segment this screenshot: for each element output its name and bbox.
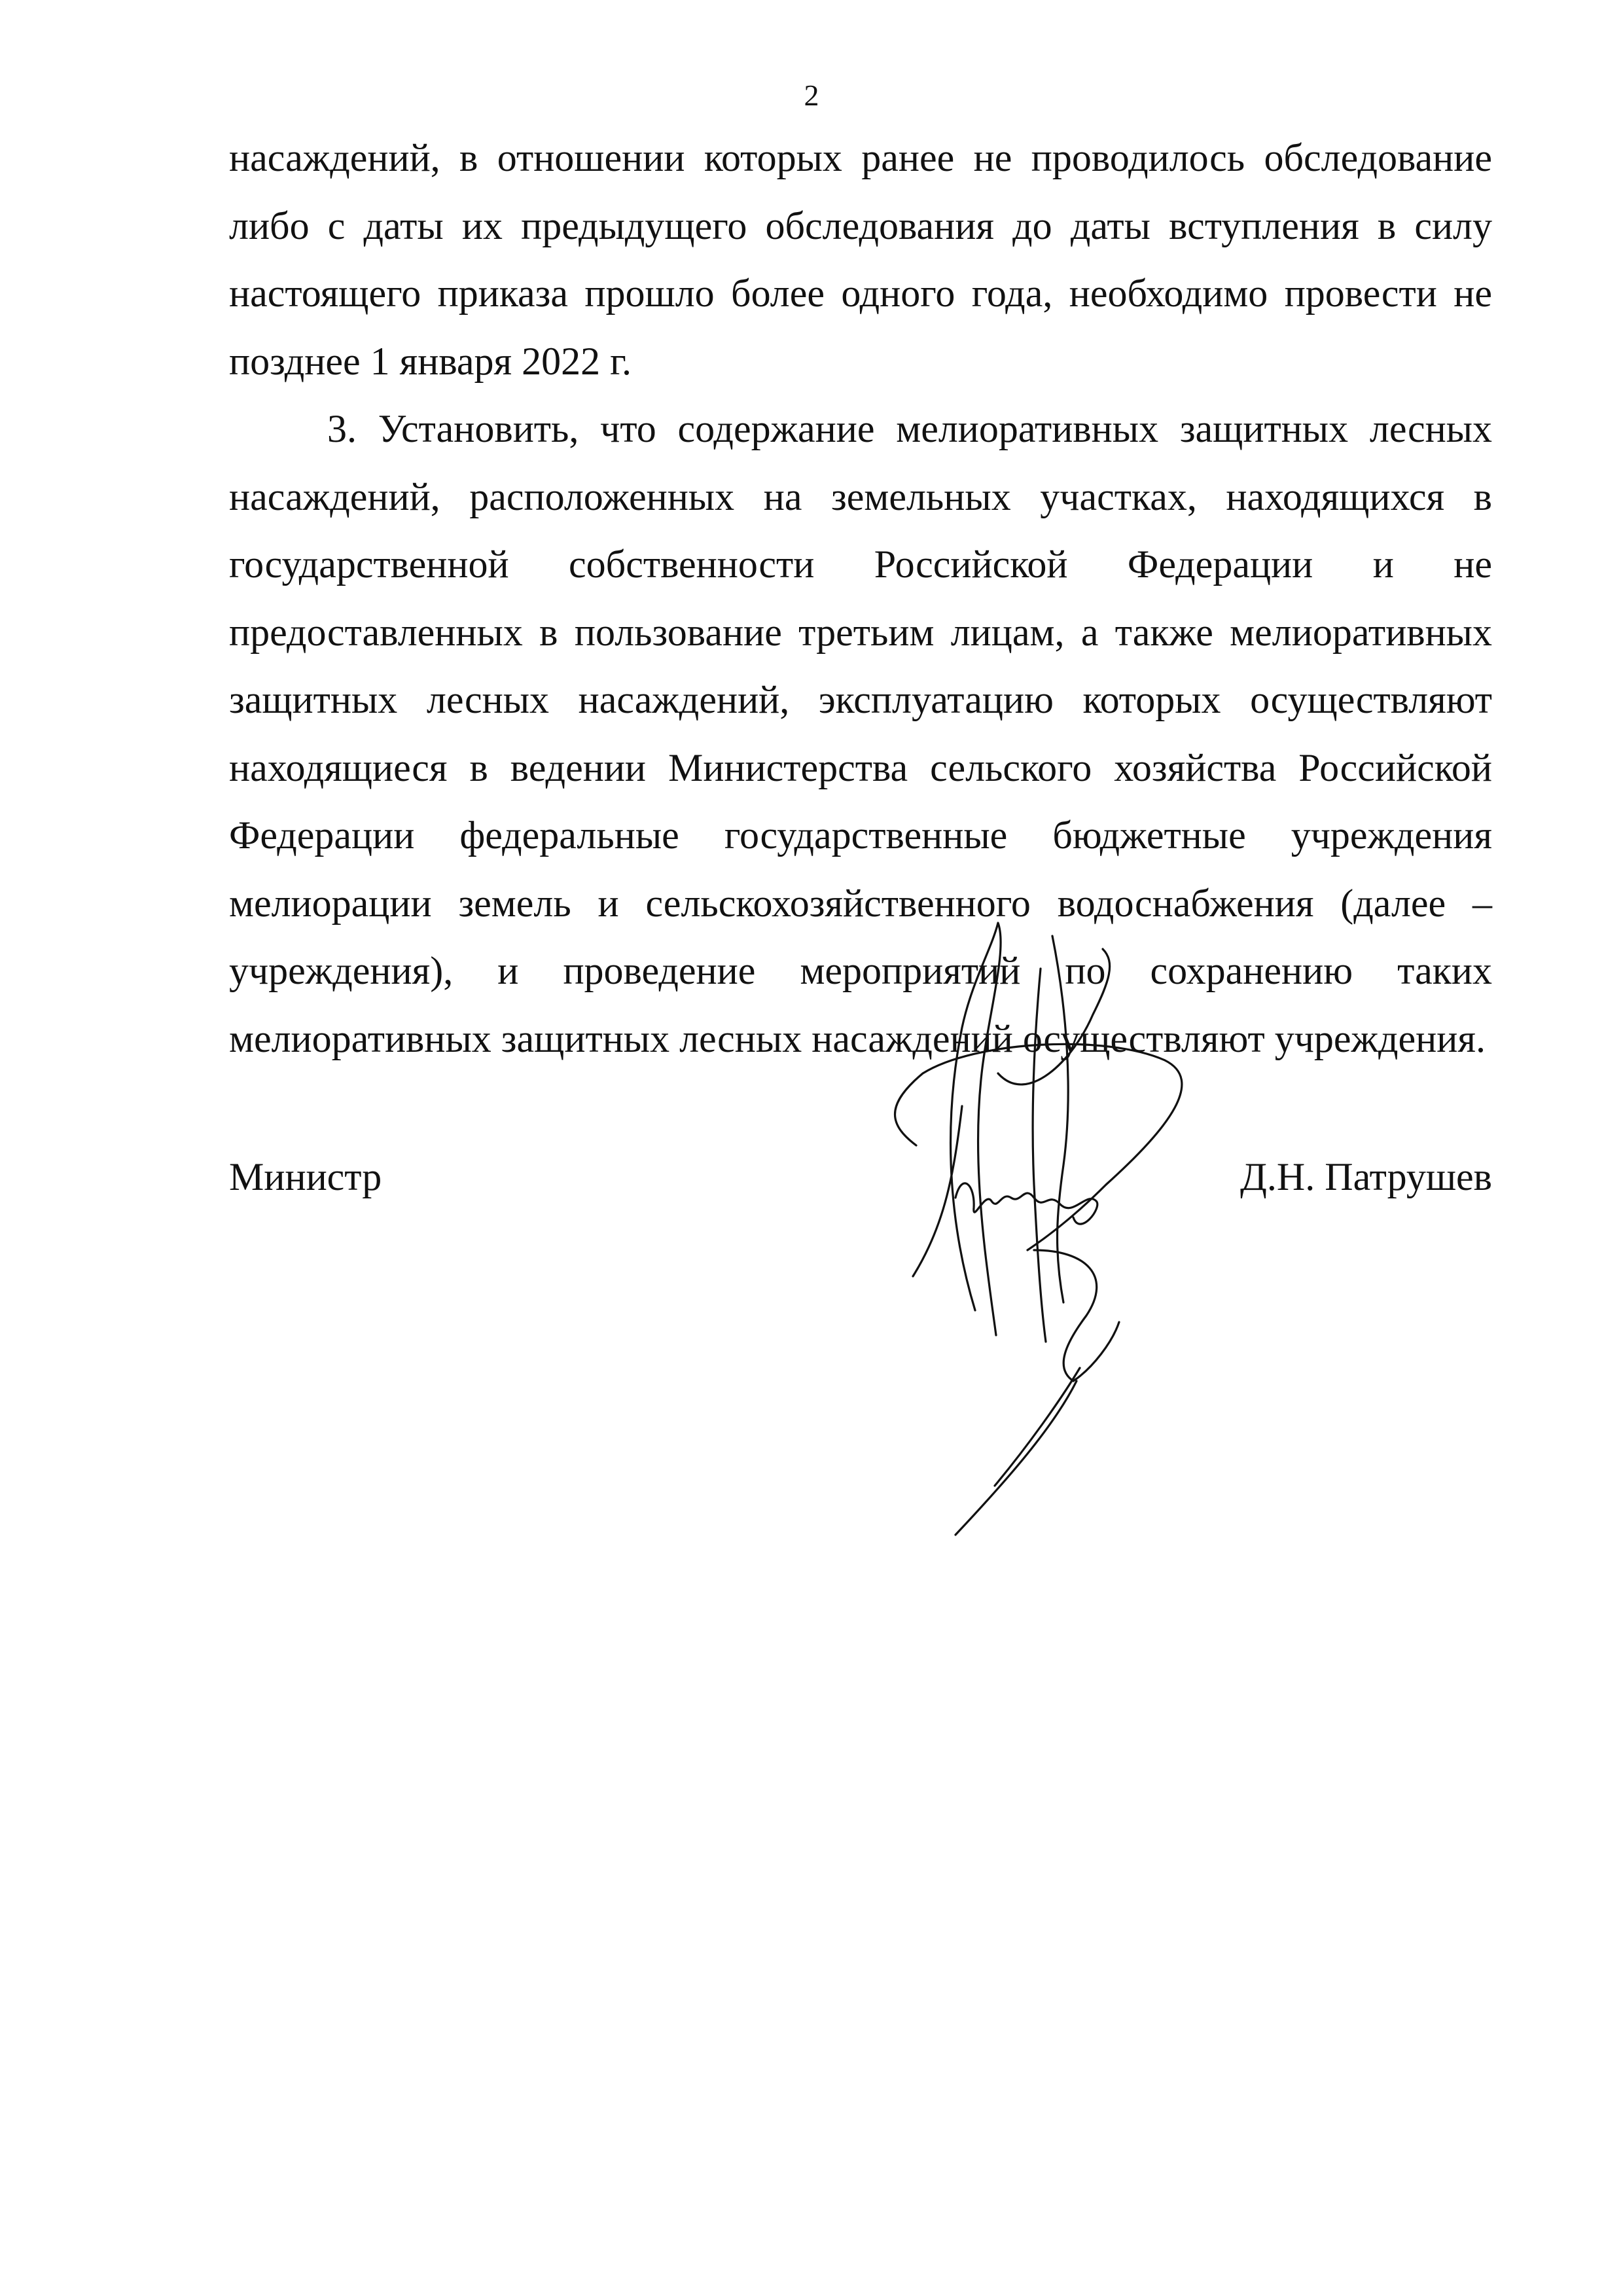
- paragraph-item-3: 3. Установить, что содержание мелиоративных защитных лесных насаждений, расположенных на земельных участках, находящихся в государственной собственности Российской Федерации и не предоставленных в пользование третьим лицам, а также мелиоративных защитных лесных насаждений, эксплуатацию которых осуществляют находящиеся в ведении Министерства сельского хозяйства Российской Федерации федеральные государственные бюджетные учреждения мелиорации земель и сельскохозяйственного водоснабжения (далее – учреждения), и проведение мероприятий по сохранению таких мелиоративных защитных лесных насаждений осуществляют учреждения.: [229, 407, 1492, 1060]
- signature-block: [229, 1151, 1492, 1210]
- page-number: 2: [804, 79, 819, 112]
- signer-title: Министр: [229, 1155, 382, 1198]
- signer-name: Д.Н. Патрушев: [1240, 1155, 1492, 1198]
- handwritten-signature: [877, 910, 1217, 1538]
- paragraph-continuation: насаждений, в отношении которых ранее не проводилось обследование либо с даты их предыдущего обследования до даты вступления в силу настоящего приказа прошло более одного года, необходимо провести не позднее 1 января 2022 г.: [229, 136, 1492, 383]
- document-body: [229, 124, 1492, 1073]
